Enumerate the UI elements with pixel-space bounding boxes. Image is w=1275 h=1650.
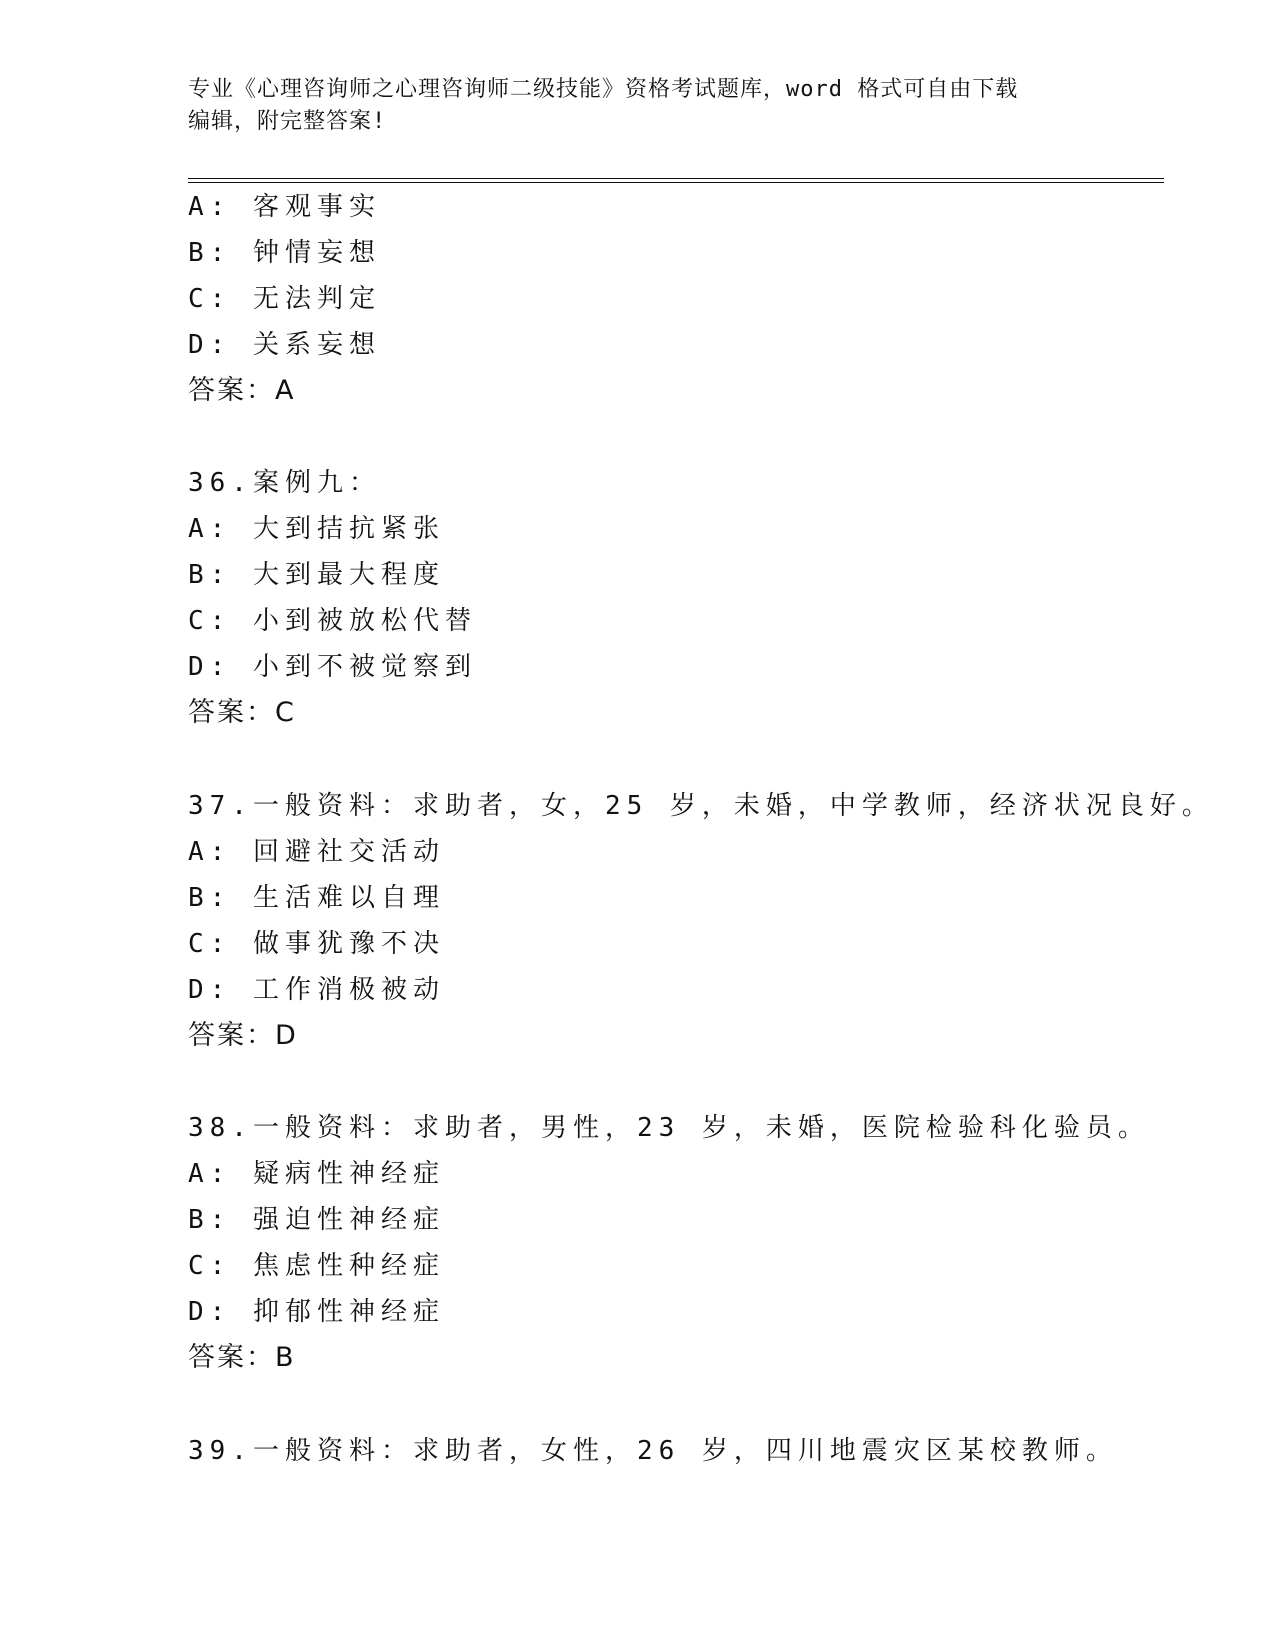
option-c: C: 做事犹豫不决 xyxy=(188,929,445,959)
option-d: D: 抑郁性神经症 xyxy=(188,1297,445,1327)
option-d: D: 关系妄想 xyxy=(188,330,381,360)
option-b: B: 大到最大程度 xyxy=(188,560,445,590)
header-title-line-2: 编辑，附完整答案! xyxy=(188,109,387,134)
question-text: 39.一般资料：求助者，女性，26 岁，四川地震灾区某校教师。 xyxy=(188,1436,1118,1466)
option-c: C: 焦虑性种经症 xyxy=(188,1251,445,1281)
option-a: A: 客观事实 xyxy=(188,192,381,222)
question-block-36 xyxy=(188,460,1188,736)
option-b: B: 强迫性神经症 xyxy=(188,1205,445,1235)
question-text: 36.案例九： xyxy=(188,468,381,498)
answer-line: 答案：D xyxy=(188,1020,298,1051)
header-divider xyxy=(188,178,1164,183)
option-a: A: 回避社交活动 xyxy=(188,837,445,867)
question-text: 38.一般资料：求助者，男性，23 岁，未婚，医院检验科化验员。 xyxy=(188,1113,1150,1143)
option-a: A: 大到拮抗紧张 xyxy=(188,514,445,544)
option-a: A: 疑病性神经症 xyxy=(188,1159,445,1189)
answer-line: 答案：A xyxy=(188,375,296,406)
question-text: 37.一般资料：求助者，女，25 岁，未婚，中学教师，经济状况良好。 xyxy=(188,791,1214,821)
option-c: C: 小到被放松代替 xyxy=(188,606,477,636)
option-c: C: 无法判定 xyxy=(188,284,381,314)
question-block-38 xyxy=(188,1105,1188,1381)
answer-line: 答案：C xyxy=(188,697,296,728)
question-block-39 xyxy=(188,1428,1188,1474)
option-b: B: 生活难以自理 xyxy=(188,883,445,913)
question-block-35 xyxy=(188,184,1188,414)
option-d: D: 小到不被觉察到 xyxy=(188,652,477,682)
question-block-37 xyxy=(188,783,1214,1059)
document-header xyxy=(188,74,1068,138)
option-b: B: 钟情妄想 xyxy=(188,238,381,268)
answer-line: 答案：B xyxy=(188,1342,296,1373)
header-title-line-1: 专业《心理咨询师之心理咨询师二级技能》资格考试题库，word 格式可自由下载 xyxy=(188,77,1019,102)
option-d: D: 工作消极被动 xyxy=(188,975,445,1005)
